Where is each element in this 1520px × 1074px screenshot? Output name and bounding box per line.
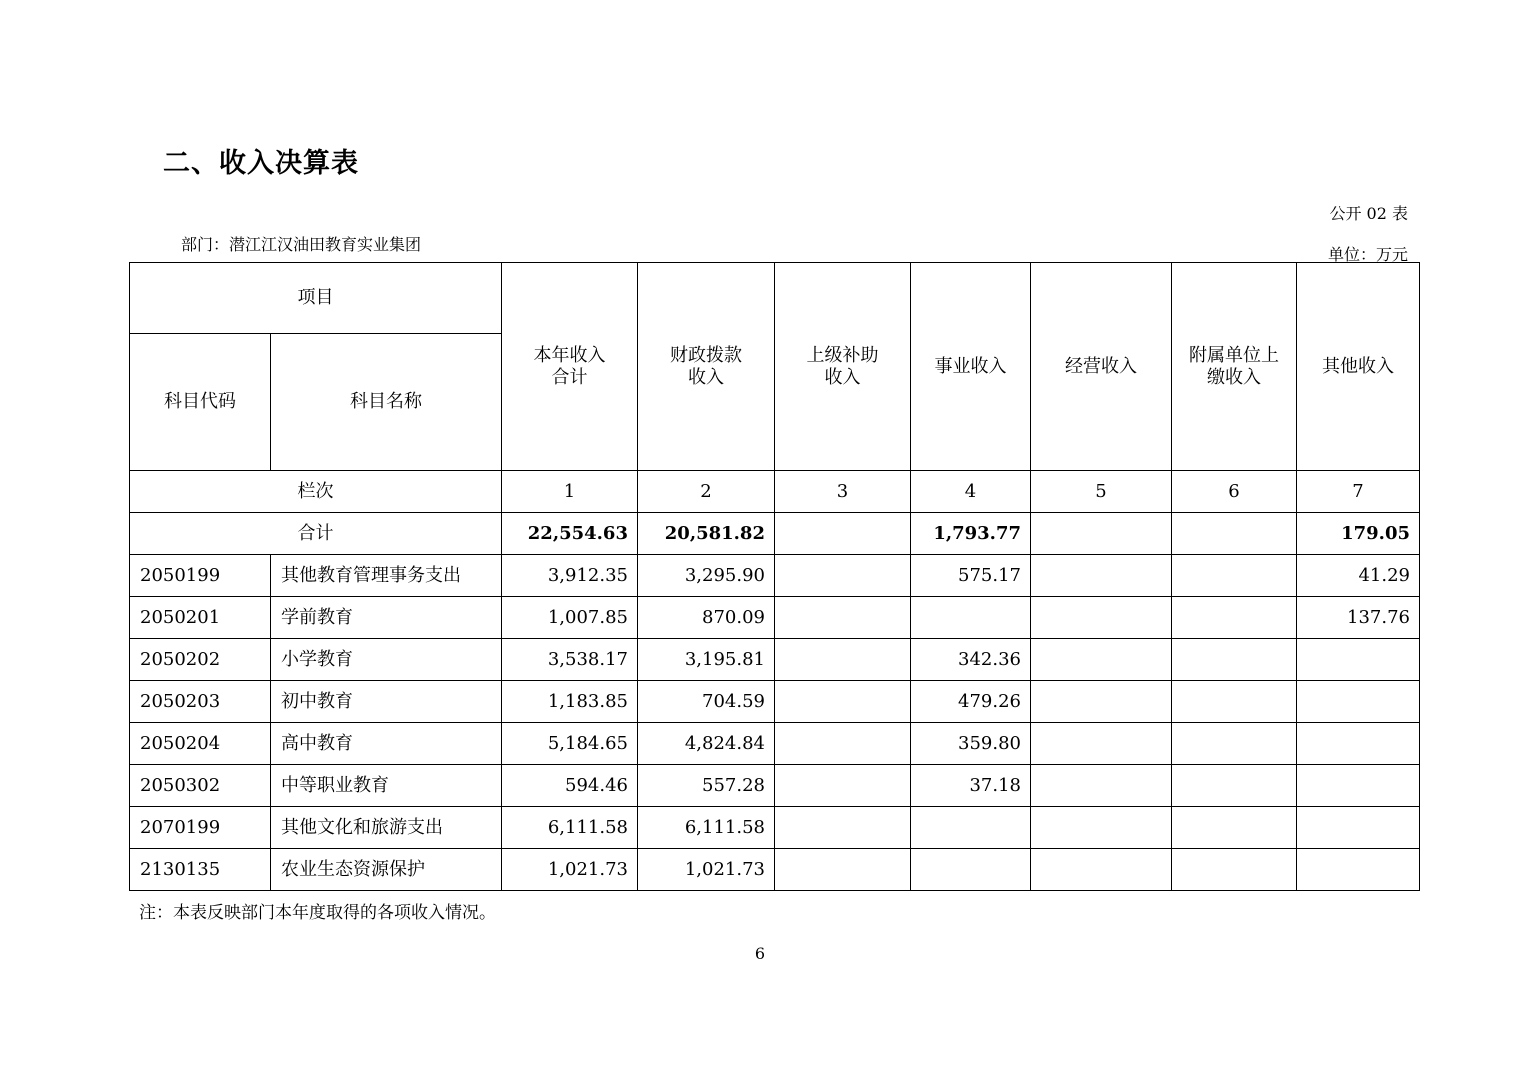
- total-cell: 22,554.63: [502, 513, 638, 555]
- subject-name-cell: 其他教育管理事务支出: [271, 555, 502, 597]
- subject-name-cell: 高中教育: [271, 723, 502, 765]
- total-cell: [1031, 513, 1172, 555]
- column-index-cell: 2: [638, 471, 775, 513]
- amount-cell: 3,538.17: [502, 639, 638, 681]
- header-col7: 其他收入: [1297, 263, 1420, 471]
- subject-code-cell: 2050302: [130, 765, 271, 807]
- subject-code-cell: 2050201: [130, 597, 271, 639]
- amount-cell: [1031, 765, 1172, 807]
- table-row: [130, 597, 1420, 639]
- amount-cell: 137.76: [1297, 597, 1420, 639]
- table-row: [130, 639, 1420, 681]
- header-code: 科目代码: [130, 334, 271, 471]
- amount-cell: 4,824.84: [638, 723, 775, 765]
- column-index-cell: 6: [1172, 471, 1297, 513]
- income-settlement-table: [129, 262, 1420, 891]
- table-row: [130, 765, 1420, 807]
- amount-cell: 1,021.73: [502, 849, 638, 891]
- amount-cell: [1172, 849, 1297, 891]
- header-col1: [502, 263, 638, 471]
- subject-code-cell: 2130135: [130, 849, 271, 891]
- amount-cell: [1297, 681, 1420, 723]
- amount-cell: [775, 807, 911, 849]
- amount-cell: [1297, 639, 1420, 681]
- amount-cell: 41.29: [1297, 555, 1420, 597]
- amount-cell: 5,184.65: [502, 723, 638, 765]
- amount-cell: 3,912.35: [502, 555, 638, 597]
- subject-name-cell: 中等职业教育: [271, 765, 502, 807]
- subject-name-cell: 其他文化和旅游支出: [271, 807, 502, 849]
- amount-cell: 870.09: [638, 597, 775, 639]
- amount-cell: [1031, 807, 1172, 849]
- column-index-row: [130, 471, 1420, 513]
- column-index-cell: 4: [911, 471, 1031, 513]
- amount-cell: [1297, 723, 1420, 765]
- amount-cell: [1172, 681, 1297, 723]
- column-index-cell: 5: [1031, 471, 1172, 513]
- header-name: 科目名称: [271, 334, 502, 471]
- amount-cell: [911, 849, 1031, 891]
- amount-cell: [1031, 555, 1172, 597]
- amount-cell: 359.80: [911, 723, 1031, 765]
- amount-cell: [775, 765, 911, 807]
- amount-cell: 3,295.90: [638, 555, 775, 597]
- amount-cell: [775, 597, 911, 639]
- amount-cell: 6,111.58: [638, 807, 775, 849]
- subject-name-cell: 学前教育: [271, 597, 502, 639]
- header-col4: 事业收入: [911, 263, 1031, 471]
- header-col6: [1172, 263, 1297, 471]
- amount-cell: 6,111.58: [502, 807, 638, 849]
- amount-cell: [775, 681, 911, 723]
- amount-cell: 594.46: [502, 765, 638, 807]
- amount-cell: [1172, 723, 1297, 765]
- amount-cell: [1172, 597, 1297, 639]
- amount-cell: [1031, 597, 1172, 639]
- amount-cell: 479.26: [911, 681, 1031, 723]
- amount-cell: [1031, 681, 1172, 723]
- table-row: [130, 681, 1420, 723]
- amount-cell: [1031, 723, 1172, 765]
- amount-cell: [1297, 807, 1420, 849]
- amount-cell: [775, 639, 911, 681]
- column-index-cell: 1: [502, 471, 638, 513]
- header-col3: [775, 263, 911, 471]
- amount-cell: [1031, 849, 1172, 891]
- header-col2-label: 财政拨款 收入: [670, 344, 742, 388]
- amount-cell: 3,195.81: [638, 639, 775, 681]
- table-row: [130, 723, 1420, 765]
- subject-code-cell: 2050204: [130, 723, 271, 765]
- form-number: 公开 02 表: [1329, 204, 1408, 223]
- amount-cell: [911, 807, 1031, 849]
- total-label: 合计: [130, 513, 502, 555]
- amount-cell: 1,021.73: [638, 849, 775, 891]
- total-row: [130, 513, 1420, 555]
- amount-cell: [775, 849, 911, 891]
- amount-cell: 557.28: [638, 765, 775, 807]
- amount-cell: 1,007.85: [502, 597, 638, 639]
- data-rows: [130, 555, 1420, 891]
- total-cell: 179.05: [1297, 513, 1420, 555]
- subject-name-cell: 初中教育: [271, 681, 502, 723]
- amount-cell: 342.36: [911, 639, 1031, 681]
- amount-cell: 1,183.85: [502, 681, 638, 723]
- amount-cell: [1172, 807, 1297, 849]
- total-cell: [775, 513, 911, 555]
- amount-cell: [775, 723, 911, 765]
- column-index-cell: 3: [775, 471, 911, 513]
- subject-code-cell: 2050199: [130, 555, 271, 597]
- amount-cell: [1297, 765, 1420, 807]
- amount-cell: [911, 597, 1031, 639]
- header-col6-label: 附属单位上 缴收入: [1189, 344, 1279, 388]
- amount-cell: [1172, 765, 1297, 807]
- table-row: [130, 849, 1420, 891]
- unit-label: 单位：万元: [1327, 245, 1408, 264]
- table-note: 注：本表反映部门本年度取得的各项收入情况。: [139, 903, 496, 923]
- header-col3-label: 上级补助 收入: [806, 344, 879, 388]
- header-item: 项目: [130, 263, 502, 334]
- table-row: [130, 555, 1420, 597]
- header-col2: [638, 263, 775, 471]
- header-col5: 经营收入: [1031, 263, 1172, 471]
- table-row: [130, 807, 1420, 849]
- amount-cell: 704.59: [638, 681, 775, 723]
- amount-cell: [1297, 849, 1420, 891]
- amount-cell: [1172, 555, 1297, 597]
- page-title: 二、收入决算表: [163, 148, 359, 179]
- amount-cell: 37.18: [911, 765, 1031, 807]
- total-cell: 1,793.77: [911, 513, 1031, 555]
- total-cell: 20,581.82: [638, 513, 775, 555]
- subject-code-cell: 2050203: [130, 681, 271, 723]
- page-number: 6: [754, 944, 766, 963]
- subject-name-cell: 农业生态资源保护: [271, 849, 502, 891]
- amount-cell: [775, 555, 911, 597]
- department-label: 部门：潜江江汉油田教育实业集团: [181, 235, 422, 254]
- subject-code-cell: 2070199: [130, 807, 271, 849]
- amount-cell: [1031, 639, 1172, 681]
- subject-code-cell: 2050202: [130, 639, 271, 681]
- total-cell: [1172, 513, 1297, 555]
- column-index-cell: 7: [1297, 471, 1420, 513]
- column-index-label: 栏次: [130, 471, 502, 513]
- amount-cell: [1172, 639, 1297, 681]
- amount-cell: 575.17: [911, 555, 1031, 597]
- header-col1-label: 本年收入 合计: [533, 344, 606, 388]
- subject-name-cell: 小学教育: [271, 639, 502, 681]
